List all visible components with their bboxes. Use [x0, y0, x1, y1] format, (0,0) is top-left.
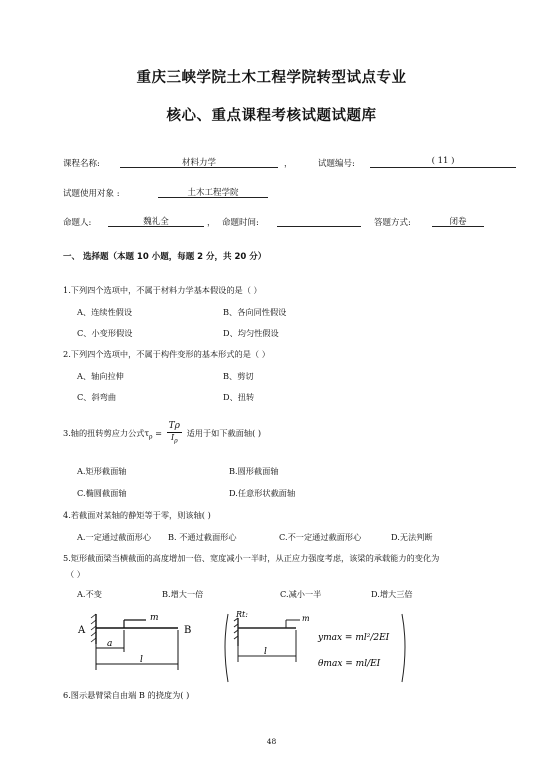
question-5-option-b: B.增大一倍: [162, 589, 204, 599]
handwritten-note: Rt:: [236, 610, 248, 619]
cantilever-beam-figure: [60, 606, 420, 690]
question-4-option-b: B. 不通过截面形心: [168, 532, 237, 542]
question-5-stem-line1: 5.矩形截面梁当横截面的高度增加一倍、宽度减小一半时，从正应力强度考虑，该梁的承载能力的变化为: [63, 553, 440, 563]
question-3-equals: =: [155, 427, 163, 438]
page-title: 重庆三峡学院土木工程学院转型试点专业: [136, 70, 407, 86]
question-6-stem: 6.图示悬臂梁自由端 B 的挠度为( ): [63, 690, 190, 700]
length-l-label: l: [140, 655, 143, 665]
time-value: [277, 215, 361, 227]
course-label: 课程名称:: [63, 159, 100, 169]
distance-a-label: a: [107, 639, 113, 649]
question-5-option-d: D.增大三倍: [371, 589, 413, 599]
exam-number-label: 试题编号:: [318, 159, 355, 169]
question-1-option-a: A、连续性假设: [77, 307, 133, 317]
page-subtitle: 核心、重点课程考核试题试题库: [166, 108, 377, 124]
question-3-option-b: B.圆形截面轴: [229, 466, 279, 476]
handwritten-answer-sketch: [225, 614, 405, 682]
formula-denominator-symbol: I: [170, 433, 175, 442]
question-3-option-d: D.任意形状截面轴: [229, 488, 296, 498]
question-3-stem-suffix: 适用于如下截面轴( ): [186, 427, 262, 438]
question-3-stem-prefix: 3.轴的扭转剪应力公式τ: [63, 427, 150, 438]
question-5-option-c: C.减小一半: [280, 589, 322, 599]
question-1-option-b: B、各向同性假设: [223, 307, 287, 317]
exam-number-value: ( 11 ): [370, 156, 516, 168]
formula-denominator-subscript: ρ: [174, 437, 178, 445]
point-b-label: B: [184, 625, 192, 636]
answer-mode-value: 闭卷: [432, 215, 484, 227]
question-4-option-c: C.不一定通过截面形心: [279, 532, 362, 542]
question-2-option-d: D、扭转: [223, 392, 255, 402]
author-separator: ，: [207, 218, 216, 228]
handwritten-deflection-eq: ymax = ml²/2EI: [318, 633, 390, 643]
author-label: 命题人:: [63, 218, 92, 228]
question-3-stem: [63, 421, 261, 448]
torsion-formula-fraction: [167, 421, 182, 447]
target-value: 土木工程学院: [158, 186, 268, 198]
beam-diagram: [91, 614, 178, 670]
question-1-stem: 1.下列四个选项中，不属于材料力学基本假设的是（ ）: [63, 285, 262, 295]
question-4-stem: 4.若截面对某轴的静矩等于零，则该轴( ): [63, 510, 211, 520]
target-label: 试题使用对象 :: [63, 189, 120, 199]
handwritten-rotation-eq: θmax = ml/EI: [318, 659, 381, 669]
course-value: 材料力学: [120, 156, 278, 168]
handwritten-length-label: l: [264, 647, 267, 657]
question-5-option-a: A.不变: [77, 589, 102, 599]
section-heading: 一、 选择题（本题 10 小题，每题 2 分，共 20 分）: [63, 252, 267, 262]
handwritten-moment-label: m: [302, 614, 310, 623]
question-2-stem: 2.下列四个选项中，不属于构件变形的基本形式的是（ ）: [63, 349, 270, 359]
question-4-option-d: D.无法判断: [391, 532, 433, 542]
question-1-option-d: D、均匀性假设: [223, 328, 279, 338]
question-2-option-a: A、轴向拉伸: [77, 371, 124, 381]
question-3-tau-subscript: ρ: [149, 433, 153, 441]
moment-m-label: m: [150, 613, 159, 623]
question-2-option-b: B、剪切: [223, 371, 254, 381]
page-number: 48: [266, 737, 277, 746]
question-2-option-c: C、斜弯曲: [77, 392, 117, 402]
author-value: 魏礼全: [108, 215, 204, 227]
question-4-option-a: A.一定通过截面形心: [77, 532, 152, 542]
question-3-option-a: A.矩形截面轴: [77, 466, 127, 476]
question-5-stem-line2: （ ）: [66, 569, 85, 579]
course-separator: ，: [284, 159, 293, 169]
answer-mode-label: 答题方式:: [374, 218, 411, 228]
question-3-option-c: C.椭圆截面轴: [77, 488, 127, 498]
formula-numerator: Tρ: [168, 421, 180, 431]
question-1-option-c: C、小变形假设: [77, 328, 133, 338]
formula-denominator: [167, 433, 182, 447]
point-a-label: A: [78, 625, 86, 636]
time-label: 命题时间:: [222, 218, 259, 228]
